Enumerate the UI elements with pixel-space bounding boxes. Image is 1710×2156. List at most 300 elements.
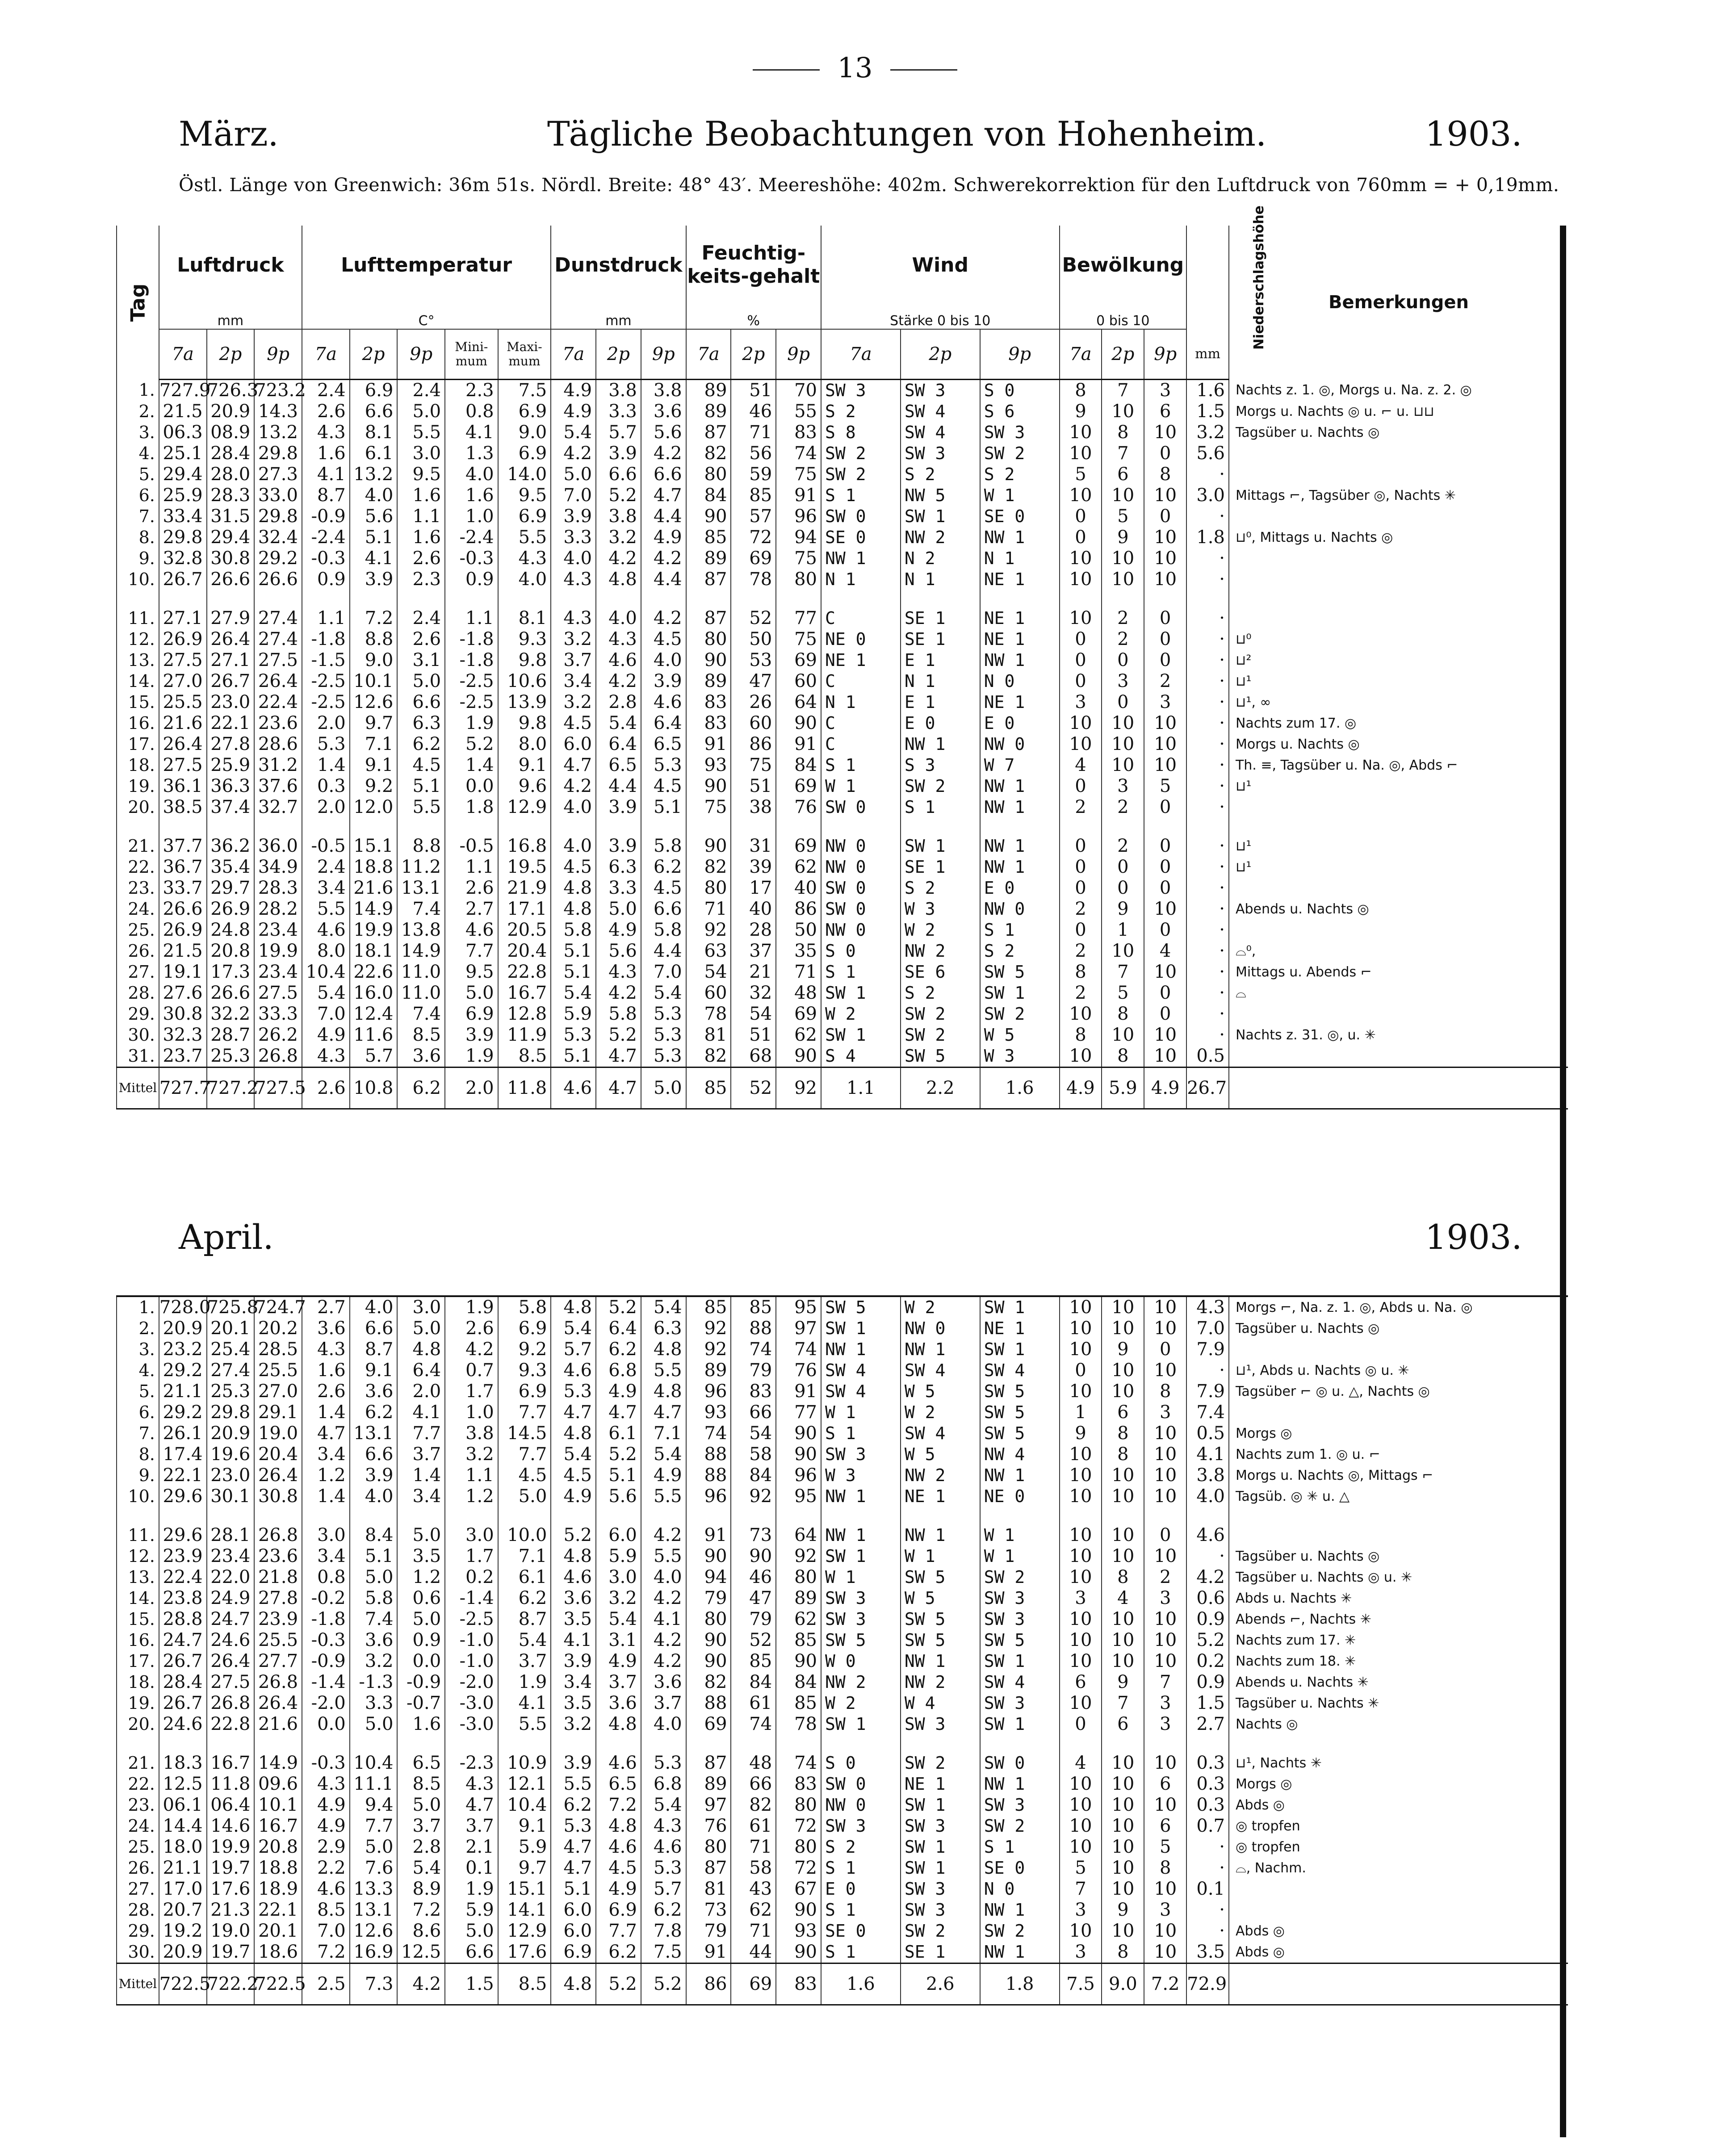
data-cell: 9.6 <box>498 776 551 797</box>
remark-cell: Nachts zum 17. ✳ <box>1229 1630 1568 1651</box>
data-cell: S 8 <box>821 422 901 443</box>
data-cell: 48 <box>776 983 821 1004</box>
data-cell: 29. <box>117 1004 159 1025</box>
data-cell: 64 <box>776 1525 821 1546</box>
data-cell: SW 2 <box>980 1816 1060 1837</box>
mean-cell: 4.9 <box>1144 1068 1186 1109</box>
data-cell: 5.4 <box>397 1858 445 1879</box>
hour-7a: 7a <box>1060 329 1102 380</box>
data-cell: NE 0 <box>821 629 901 650</box>
gap-cell <box>350 1507 398 1525</box>
data-cell: 3.6 <box>641 401 686 422</box>
data-cell: 0.3 <box>302 776 350 797</box>
data-cell: 6.5 <box>596 1774 641 1795</box>
remark-cell: Morgs ◎ <box>1229 1423 1568 1444</box>
data-cell: 57 <box>731 506 776 527</box>
data-cell: 75 <box>731 755 776 776</box>
data-cell: 25.5 <box>254 1360 302 1381</box>
data-cell: 0.5 <box>1186 1423 1229 1444</box>
data-cell: 28.4 <box>207 443 255 464</box>
col-dunstdruck: Dunstdruck <box>551 226 686 304</box>
data-cell: 4.2 <box>551 776 596 797</box>
data-cell: W 5 <box>901 1381 980 1402</box>
data-cell: 90 <box>686 506 731 527</box>
data-cell: 3 <box>1144 1693 1186 1714</box>
gap-cell <box>980 1507 1060 1525</box>
data-cell: 8 <box>1102 1046 1144 1068</box>
data-cell: 64 <box>776 692 821 713</box>
data-cell: 2.6 <box>302 401 350 422</box>
data-cell: S 2 <box>821 401 901 422</box>
data-cell: SW 3 <box>901 443 980 464</box>
data-cell: 28.5 <box>254 1339 302 1360</box>
data-cell: 6.9 <box>596 1900 641 1921</box>
data-cell: SE 6 <box>901 962 980 983</box>
data-cell: 3.7 <box>445 1816 498 1837</box>
data-cell: NW 1 <box>901 1339 980 1360</box>
data-cell: 19.7 <box>207 1942 255 1963</box>
data-cell: 8. <box>117 1444 159 1465</box>
data-cell: 13.1 <box>350 1423 398 1444</box>
data-cell: 48 <box>731 1753 776 1774</box>
remark-cell <box>1229 506 1568 527</box>
data-cell: 4 <box>1060 1753 1102 1774</box>
gap-cell <box>1060 1507 1102 1525</box>
data-cell: W 1 <box>980 1525 1060 1546</box>
data-cell: 727.9 <box>159 380 211 401</box>
mean-cell: 722.5 <box>254 1963 302 2005</box>
data-cell: 5.5 <box>551 1774 596 1795</box>
hour-7a: 7a <box>686 329 731 380</box>
data-cell: S 0 <box>821 1753 901 1774</box>
data-cell: 12.5 <box>397 1942 445 1963</box>
mean-remark-cell <box>1229 1963 1568 2005</box>
data-cell: S 1 <box>821 1423 901 1444</box>
data-cell: 9.8 <box>498 650 551 671</box>
data-cell: E 1 <box>901 650 980 671</box>
data-cell: SW 1 <box>821 1025 901 1046</box>
data-cell: 16.7 <box>498 983 551 1004</box>
data-cell: · <box>1186 941 1229 962</box>
april-row <box>117 1465 1568 1486</box>
data-cell: 5.1 <box>350 527 398 548</box>
data-cell: 29.8 <box>254 506 302 527</box>
remark-cell <box>1229 920 1568 941</box>
data-cell: 80 <box>776 1837 821 1858</box>
data-cell: 20.7 <box>159 1900 207 1921</box>
data-cell: 31.2 <box>254 755 302 776</box>
data-cell: 79 <box>686 1921 731 1942</box>
data-cell: 80 <box>686 1609 731 1630</box>
data-cell: 2.7 <box>302 1296 350 1318</box>
remark-cell <box>1229 464 1568 485</box>
data-cell: 30.1 <box>207 1486 255 1507</box>
data-cell: 726.3 <box>207 380 259 401</box>
data-cell: 7.7 <box>397 1423 445 1444</box>
data-cell: 19.7 <box>207 1858 255 1879</box>
data-cell: 5.5 <box>302 899 350 920</box>
data-cell: W 5 <box>901 1588 980 1609</box>
data-cell: NE 1 <box>901 1774 980 1795</box>
data-cell: SW 5 <box>901 1567 980 1588</box>
data-cell: 4.6 <box>551 1567 596 1588</box>
data-cell: 0 <box>1060 878 1102 899</box>
remark-cell: ⊔¹ <box>1229 857 1568 878</box>
data-cell: 7.7 <box>596 1921 641 1942</box>
data-cell: 25.9 <box>159 485 207 506</box>
data-cell: 4.3 <box>498 548 551 569</box>
april-body <box>117 1296 1568 2005</box>
data-cell: W 4 <box>901 1693 980 1714</box>
data-cell: 9.1 <box>498 755 551 776</box>
data-cell: 73 <box>686 1900 731 1921</box>
data-cell: 10 <box>1102 548 1144 569</box>
block-gap <box>117 1507 1568 1525</box>
data-cell: 0 <box>1102 650 1144 671</box>
gap-cell <box>254 818 302 836</box>
data-cell: 3.8 <box>1186 1465 1229 1486</box>
data-cell: 3.4 <box>302 1444 350 1465</box>
data-cell: 22.8 <box>498 962 551 983</box>
data-cell: 1.7 <box>445 1381 498 1402</box>
data-cell: 7.0 <box>551 485 596 506</box>
data-cell: 80 <box>686 629 731 650</box>
data-cell: 4.9 <box>551 380 596 402</box>
data-cell: 26.7 <box>159 1693 207 1714</box>
data-cell: 2.1 <box>445 1837 498 1858</box>
data-cell: 0 <box>1144 920 1186 941</box>
data-cell: 22.1 <box>254 1900 302 1921</box>
data-cell: 0.5 <box>1186 1046 1229 1068</box>
data-cell: · <box>1186 692 1229 713</box>
data-cell: 82 <box>731 1795 776 1816</box>
data-cell: 9.0 <box>498 422 551 443</box>
data-cell: 3.8 <box>596 380 641 402</box>
data-cell: 22. <box>117 857 159 878</box>
data-cell: SE 0 <box>980 506 1060 527</box>
march-row <box>117 776 1568 797</box>
data-cell: SW 1 <box>980 1714 1060 1735</box>
data-cell: 90 <box>776 1651 821 1672</box>
data-cell: 11.0 <box>397 962 445 983</box>
data-cell: -2.4 <box>445 527 498 548</box>
data-cell: 9.7 <box>350 713 398 734</box>
data-cell: 3.6 <box>641 1672 686 1693</box>
data-cell: 6 <box>1144 401 1186 422</box>
data-cell: 38 <box>731 797 776 818</box>
data-cell: SE 0 <box>980 1858 1060 1879</box>
remark-cell: Tagsüb. ◎ ✳ u. △ <box>1229 1486 1568 1507</box>
data-cell: 4.0 <box>350 1296 398 1318</box>
data-cell: E 0 <box>901 713 980 734</box>
data-cell: 79 <box>686 1588 731 1609</box>
gap-cell <box>159 1507 207 1525</box>
data-cell: 17.4 <box>159 1444 207 1465</box>
data-cell: 2.6 <box>397 548 445 569</box>
data-cell: 2.4 <box>397 608 445 629</box>
data-cell: SW 2 <box>980 1004 1060 1025</box>
data-cell: 19.1 <box>159 962 207 983</box>
data-cell: 2.6 <box>445 878 498 899</box>
data-cell: SW 4 <box>901 401 980 422</box>
data-cell: -0.9 <box>302 506 350 527</box>
gap-cell <box>498 1507 551 1525</box>
data-cell: 3.7 <box>596 1672 641 1693</box>
data-cell: 84 <box>776 755 821 776</box>
col-niederschlag: Niederschlagshöhe <box>1186 226 1229 329</box>
data-cell: 16.7 <box>254 1816 302 1837</box>
data-cell: 83 <box>686 692 731 713</box>
data-cell: · <box>1186 629 1229 650</box>
data-cell: -1.3 <box>350 1672 398 1693</box>
data-cell: 46 <box>731 401 776 422</box>
data-cell: 6.0 <box>551 734 596 755</box>
remark-cell: Abends u. Nachts ◎ <box>1229 899 1568 920</box>
data-cell: 20. <box>117 797 159 818</box>
data-cell: 4.5 <box>641 776 686 797</box>
data-cell: 12. <box>117 1546 159 1567</box>
march-row <box>117 797 1568 818</box>
data-cell: 4.2 <box>641 1588 686 1609</box>
data-cell: -2.5 <box>302 671 350 692</box>
data-cell: 4.6 <box>596 650 641 671</box>
data-cell: 25.5 <box>159 692 207 713</box>
data-cell: E 0 <box>821 1879 901 1900</box>
data-cell: 84 <box>731 1465 776 1486</box>
data-cell: 5 <box>1060 1858 1102 1879</box>
data-cell: 83 <box>731 1381 776 1402</box>
data-cell: 12.8 <box>498 1004 551 1025</box>
remark-cell: ⊔² <box>1229 650 1568 671</box>
data-cell: 37 <box>731 941 776 962</box>
data-cell: S 0 <box>821 941 901 962</box>
data-cell: -0.5 <box>302 836 350 857</box>
data-cell: 10 <box>1060 1296 1102 1318</box>
remark-cell: ⊔¹ <box>1229 671 1568 692</box>
data-cell: SW 2 <box>980 1567 1060 1588</box>
gap-cell <box>821 1507 901 1525</box>
data-cell: -1.8 <box>302 1609 350 1630</box>
data-cell: 21.9 <box>498 878 551 899</box>
data-cell: 4.5 <box>551 1465 596 1486</box>
data-cell: 96 <box>686 1381 731 1402</box>
data-cell: 4.7 <box>551 1402 596 1423</box>
data-cell: 7.9 <box>1186 1339 1229 1360</box>
data-cell: 8 <box>1060 380 1102 402</box>
gap-cell <box>207 590 255 608</box>
data-cell: 8.7 <box>498 1609 551 1630</box>
data-cell: 6.2 <box>596 1942 641 1963</box>
data-cell: 43 <box>731 1879 776 1900</box>
data-cell: 7 <box>1060 1879 1102 1900</box>
data-cell: 1.8 <box>1186 527 1229 548</box>
data-cell: 10 <box>1102 713 1144 734</box>
gap-cell <box>596 818 641 836</box>
mean-cell: 4.7 <box>596 1068 641 1109</box>
data-cell: 10 <box>1060 1795 1102 1816</box>
data-cell: SW 2 <box>901 1004 980 1025</box>
data-cell: 3 <box>1102 776 1144 797</box>
data-cell: 8.5 <box>498 1046 551 1068</box>
data-cell: 2.2 <box>302 1858 350 1879</box>
march-row <box>117 713 1568 734</box>
data-cell: 23.9 <box>254 1609 302 1630</box>
gap-cell <box>1102 1735 1144 1753</box>
data-cell: SW 3 <box>821 1444 901 1465</box>
gap-cell <box>731 818 776 836</box>
data-cell: 4.3 <box>596 962 641 983</box>
mean-cell: 1.6 <box>980 1068 1060 1109</box>
data-cell: 4.2 <box>596 983 641 1004</box>
data-cell: 6.6 <box>596 464 641 485</box>
data-cell: SW 3 <box>980 1693 1060 1714</box>
remark-cell <box>1229 1046 1568 1068</box>
data-cell: 0.0 <box>445 776 498 797</box>
data-cell: 19.9 <box>254 941 302 962</box>
data-cell: 85 <box>776 1630 821 1651</box>
data-cell: 12. <box>117 629 159 650</box>
data-cell: 5.0 <box>445 983 498 1004</box>
data-cell: W 2 <box>901 1402 980 1423</box>
data-cell: -2.5 <box>445 692 498 713</box>
data-cell: 6.5 <box>596 755 641 776</box>
data-cell: 77 <box>776 608 821 629</box>
data-cell: W 1 <box>821 1402 901 1423</box>
data-cell: 0.9 <box>445 569 498 590</box>
data-cell: 23.0 <box>207 692 255 713</box>
march-row <box>117 650 1568 671</box>
data-cell: 2.8 <box>397 1837 445 1858</box>
data-cell: 10 <box>1060 1816 1102 1837</box>
data-cell: 19.6 <box>207 1444 255 1465</box>
march-row <box>117 569 1568 590</box>
data-cell: 4.2 <box>641 1630 686 1651</box>
data-cell: 4.6 <box>596 1837 641 1858</box>
data-cell: 10 <box>1102 569 1144 590</box>
gap-cell <box>686 590 731 608</box>
data-cell: 22.1 <box>207 713 255 734</box>
data-cell: SW 1 <box>901 506 980 527</box>
data-cell: 90 <box>686 650 731 671</box>
data-cell: 21.6 <box>350 878 398 899</box>
data-cell: 2.0 <box>302 797 350 818</box>
data-cell: 10.4 <box>350 1753 398 1774</box>
data-cell: 82 <box>686 857 731 878</box>
data-cell: 4.3 <box>551 608 596 629</box>
data-cell: 4.6 <box>551 1360 596 1381</box>
data-cell: 4.8 <box>641 1339 686 1360</box>
data-cell: SW 0 <box>821 878 901 899</box>
data-cell: 31 <box>731 836 776 857</box>
data-cell: 10 <box>1060 1567 1102 1588</box>
data-cell: 26. <box>117 941 159 962</box>
data-cell: 4.3 <box>596 629 641 650</box>
data-cell: 3 <box>1060 1588 1102 1609</box>
gap-cell <box>731 1507 776 1525</box>
data-cell: 1.7 <box>445 1546 498 1567</box>
data-cell: 27.5 <box>207 1672 255 1693</box>
april-row <box>117 1402 1568 1423</box>
mean-cell: 92 <box>776 1068 821 1109</box>
data-cell: 0.6 <box>397 1588 445 1609</box>
data-cell: 25.3 <box>207 1381 255 1402</box>
data-cell: 10. <box>117 1486 159 1507</box>
data-cell: 11.8 <box>207 1774 255 1795</box>
col-tag: Tag <box>117 226 159 380</box>
data-cell: 84 <box>776 1672 821 1693</box>
data-cell: 3.6 <box>350 1381 398 1402</box>
data-cell: 90 <box>776 1900 821 1921</box>
data-cell: 4.7 <box>551 755 596 776</box>
data-cell: 10 <box>1060 713 1102 734</box>
data-cell: 4.0 <box>350 485 398 506</box>
data-cell: 4.6 <box>445 920 498 941</box>
data-cell: 2.6 <box>397 629 445 650</box>
data-cell: 85 <box>731 1651 776 1672</box>
data-cell: 20.1 <box>254 1921 302 1942</box>
data-cell: 27.0 <box>159 671 207 692</box>
data-cell: 6.6 <box>641 464 686 485</box>
col-minimum: Mini-mum <box>445 329 498 380</box>
data-cell: 6.3 <box>596 857 641 878</box>
data-cell: 0.2 <box>445 1567 498 1588</box>
data-cell: 91 <box>686 1525 731 1546</box>
col-bemerkungen: Bemerkungen <box>1229 226 1568 380</box>
data-cell: 6.6 <box>641 899 686 920</box>
data-cell: 10 <box>1060 1465 1102 1486</box>
data-cell: 2 <box>1060 983 1102 1004</box>
data-cell: 10 <box>1144 1296 1186 1318</box>
data-cell: 54 <box>686 962 731 983</box>
data-cell: 10 <box>1102 1630 1144 1651</box>
data-cell: 3.0 <box>397 1296 445 1318</box>
data-cell: 18.0 <box>159 1837 207 1858</box>
data-cell: 0.2 <box>1186 1651 1229 1672</box>
data-cell: 29.4 <box>207 527 255 548</box>
data-cell: 39 <box>731 857 776 878</box>
data-cell: 25.4 <box>207 1339 255 1360</box>
data-cell: 29.4 <box>159 464 207 485</box>
data-cell: 3.0 <box>1186 485 1229 506</box>
hour-2p: 2p <box>901 329 980 380</box>
data-cell: 13.2 <box>254 422 302 443</box>
data-cell: 3.6 <box>302 1318 350 1339</box>
data-cell: 0 <box>1060 920 1102 941</box>
data-cell: 10 <box>1102 1858 1144 1879</box>
data-cell: 4.4 <box>641 506 686 527</box>
data-cell: -0.3 <box>302 1753 350 1774</box>
data-cell: 86 <box>776 899 821 920</box>
data-cell: 9.1 <box>350 755 398 776</box>
march-row <box>117 941 1568 962</box>
data-cell: SE 1 <box>901 608 980 629</box>
data-cell: 4.2 <box>641 548 686 569</box>
data-cell: 14. <box>117 671 159 692</box>
remark-cell <box>1229 878 1568 899</box>
data-cell: 5.4 <box>551 983 596 1004</box>
data-cell: 25. <box>117 920 159 941</box>
remark-cell: ⊔¹, Abds u. Nachts ◎ u. ✳ <box>1229 1360 1568 1381</box>
data-cell: NE 1 <box>980 569 1060 590</box>
march-row <box>117 464 1568 485</box>
data-cell: 3.8 <box>596 506 641 527</box>
data-cell: · <box>1186 569 1229 590</box>
data-cell: 74 <box>731 1339 776 1360</box>
march-row <box>117 506 1568 527</box>
data-cell: NW 1 <box>980 527 1060 548</box>
data-cell: 0.7 <box>445 1360 498 1381</box>
data-cell: 10 <box>1144 1795 1186 1816</box>
